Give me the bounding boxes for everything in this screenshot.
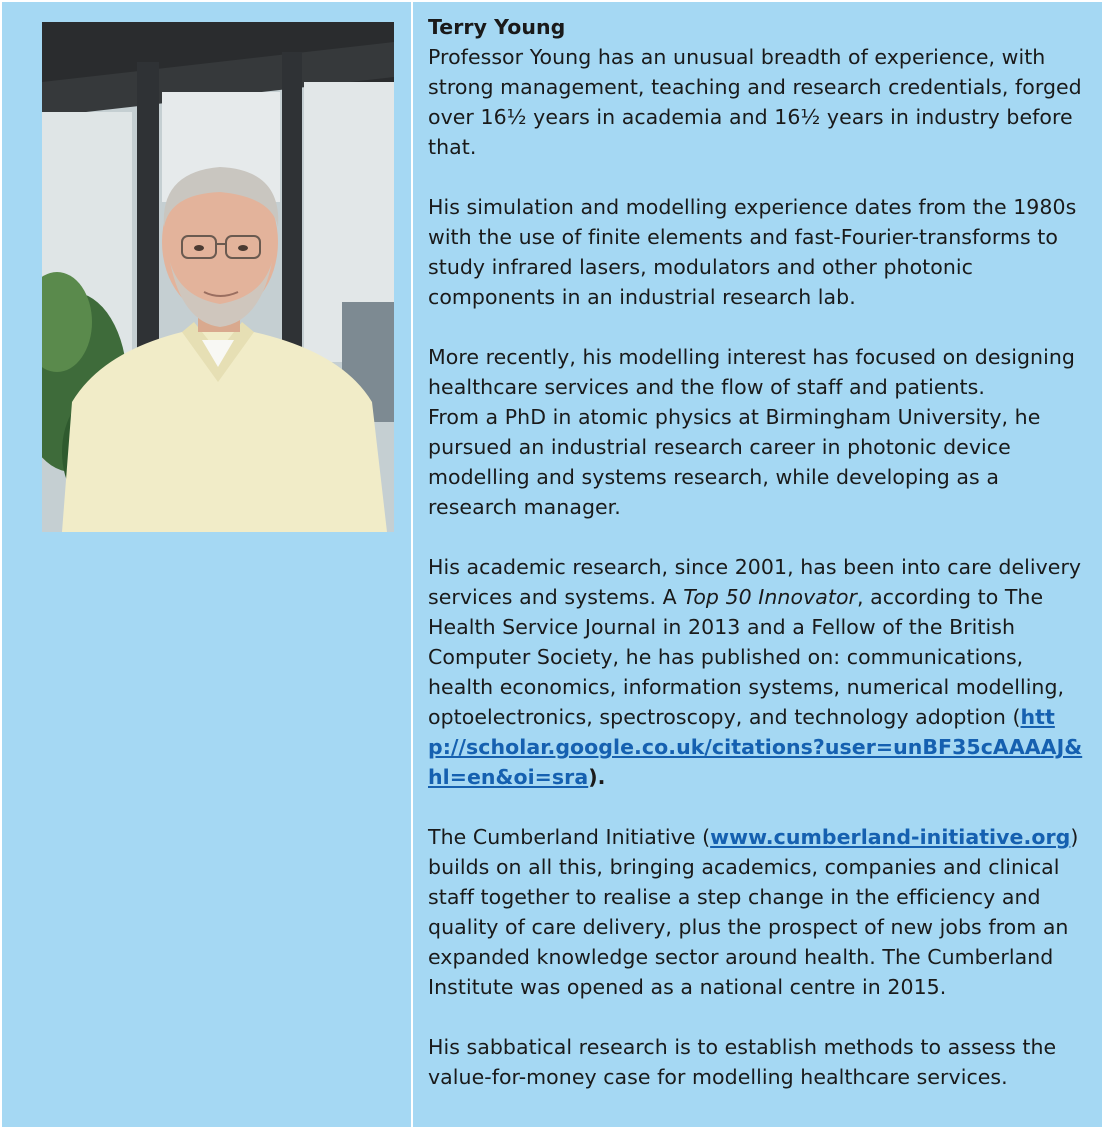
column-divider: [411, 2, 413, 1127]
top-50-innovator-text: Top 50 Innovator: [683, 585, 858, 609]
bio-paragraph-3b: From a PhD in atomic physics at Birmingham University, he pursued an industrial research career in photonic device modelling and systems research, while developing as a research manager.: [428, 405, 1041, 519]
bio-paragraph-1: Professor Young has an unusual breadth of experience, with strong management, teaching and research credentials, forged over 16½ years in academia and 16½ years in industry before that.: [428, 45, 1082, 159]
google-scholar-link[interactable]: http://scholar.google.co.uk/citations?user=unBF35cAAAAJ&hl=en&oi=sra: [428, 705, 1083, 789]
profile-photo: [42, 22, 394, 532]
bio-paragraph-4-pre: His academic research, since 2001, has been into care delivery services and systems. A: [428, 555, 1082, 609]
bio-text: [428, 12, 1088, 1092]
bio-paragraph-6: His sabbatical research is to establish methods to assess the value-for-money case for modelling healthcare services.: [428, 1035, 1057, 1089]
bio-paragraph-4-post: ).: [588, 765, 606, 789]
bio-paragraph-2: His simulation and modelling experience dates from the 1980s with the use of finite elements and fast-Fourier-transforms to study infrared lasers, modulators and other photonic components in an industrial research lab.: [428, 195, 1077, 309]
bio-paragraph-4-mid: , according to The Health Service Journal in 2013 and a Fellow of the British Computer Society, he has published on: communications, health economics, information systems, numerical modelling, optoelectronics, spectroscopy, and technology adoption (: [428, 585, 1065, 729]
profile-table: [2, 2, 1102, 1127]
bio-paragraph-3a: More recently, his modelling interest has focused on designing healthcare services and the flow of staff and patients.: [428, 345, 1075, 399]
cumberland-initiative-link[interactable]: www.cumberland-initiative.org: [710, 825, 1071, 849]
portrait-image: [42, 22, 394, 532]
bio-paragraph-4: [428, 552, 1088, 792]
bio-paragraph-5: [428, 822, 1088, 1002]
bio-paragraph-5-pre: The Cumberland Initiative (: [428, 825, 711, 849]
bio-paragraph-5-post: ) builds on all this, bringing academics, companies and clinical staff together to realise a step change in the efficiency and quality of care delivery, plus the prospect of new jobs from an expanded knowledge sector around health. The Cumberland Institute was opened as a national centre in 2015.: [428, 825, 1079, 999]
profile-name: Terry Young: [428, 15, 566, 39]
